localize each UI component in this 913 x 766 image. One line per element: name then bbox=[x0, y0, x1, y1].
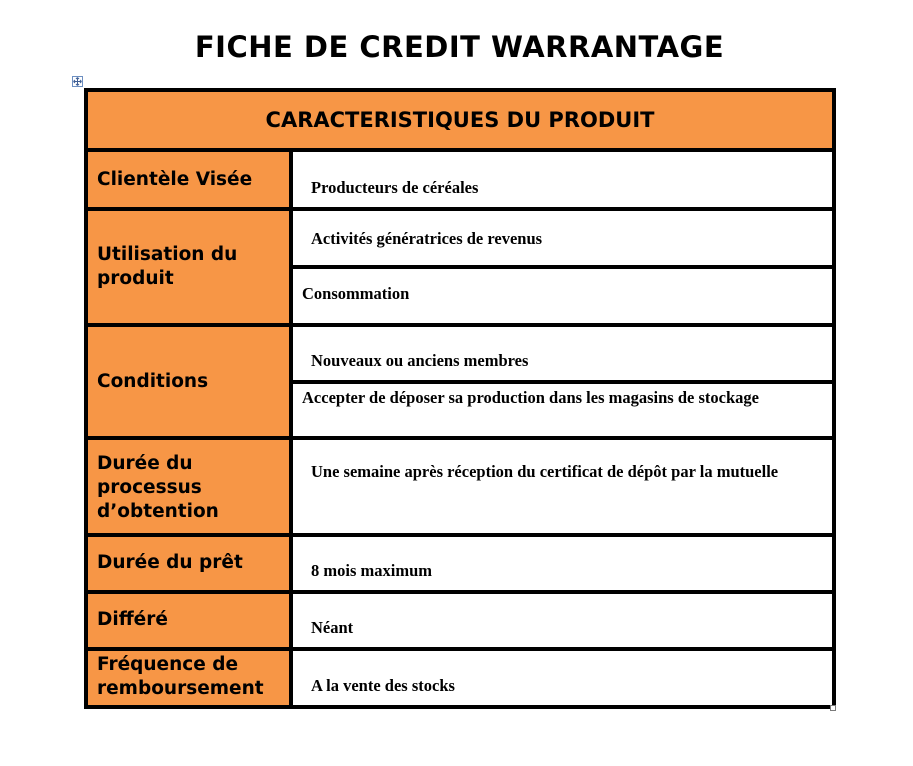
table-header: CARACTERISTIQUES DU PRODUIT bbox=[86, 90, 834, 150]
table-row bbox=[86, 209, 834, 267]
row-label-utilisation: Utilisation du produit bbox=[86, 209, 291, 325]
document-title: FICHE DE CREDIT WARRANTAGE bbox=[194, 30, 725, 64]
row-label-duree-pret: Durée du prêt bbox=[86, 535, 291, 592]
row-value-duree-processus: Une semaine après réception du certificat de dépôt par la mutuelle bbox=[291, 438, 834, 535]
row-label-duree-processus: Durée du processus d’obtention bbox=[86, 438, 291, 535]
table-resize-handle-icon[interactable] bbox=[830, 705, 836, 711]
row-value-clientele: Producteurs de céréales bbox=[291, 150, 834, 209]
row-value-conditions-2: Accepter de déposer sa production dans les magasins de stockage bbox=[291, 382, 834, 438]
row-value-duree-pret: 8 mois maximum bbox=[291, 535, 834, 592]
table-move-handle-icon[interactable] bbox=[72, 76, 83, 87]
table-row bbox=[86, 649, 834, 707]
row-value-differe: Néant bbox=[291, 592, 834, 649]
table-row bbox=[86, 438, 834, 535]
move-arrows-icon bbox=[73, 77, 82, 86]
table-header-row bbox=[86, 90, 834, 150]
table-row bbox=[86, 150, 834, 209]
row-label-clientele: Clientèle Visée bbox=[86, 150, 291, 209]
row-label-frequence: Fréquence de remboursement bbox=[86, 649, 291, 707]
row-label-conditions: Conditions bbox=[86, 325, 291, 438]
row-label-differe: Différé bbox=[86, 592, 291, 649]
row-value-utilisation-1: Activités génératrices de revenus bbox=[291, 209, 834, 267]
product-characteristics-table bbox=[84, 88, 836, 709]
row-value-frequence: A la vente des stocks bbox=[291, 649, 834, 707]
table-row bbox=[86, 592, 834, 649]
row-value-conditions-1: Nouveaux ou anciens membres bbox=[291, 325, 834, 382]
row-value-utilisation-2: Consommation bbox=[291, 267, 834, 325]
table-row bbox=[86, 325, 834, 382]
table-row bbox=[86, 535, 834, 592]
